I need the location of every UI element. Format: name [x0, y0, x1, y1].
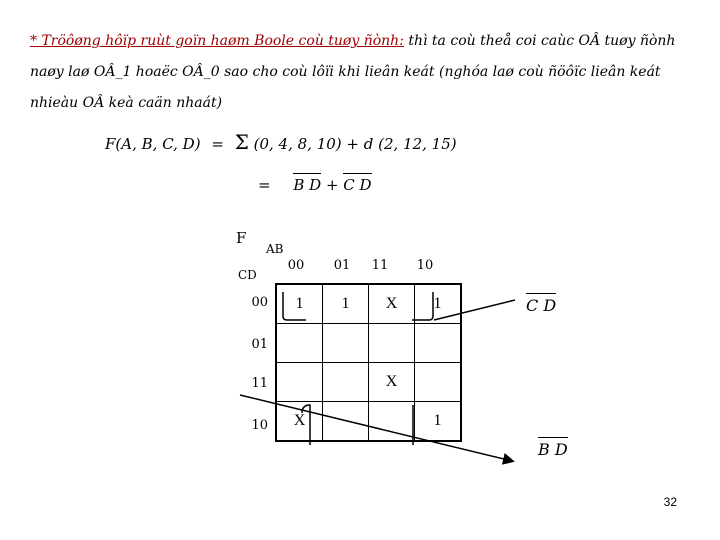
col-header-11: 11 — [371, 258, 389, 273]
annotation-bd — [538, 440, 568, 459]
annotation-bd-text: B D — [538, 440, 568, 459]
kmap-f-label: F — [236, 229, 247, 247]
col-header-00: 00 — [287, 258, 305, 273]
heading-text: * Tröôøng hôïp ruùt goïn haøm Boole coù tuøy ñònh: — [30, 33, 404, 49]
term-cd: C D — [343, 176, 372, 194]
sigma-symbol: Σ — [234, 130, 249, 154]
row-header-00: 00 — [251, 295, 268, 310]
col-header-01: 01 — [333, 258, 351, 273]
page-number: 32 — [663, 495, 677, 509]
col-header-10: 10 — [416, 258, 434, 273]
arrow-to-bd — [240, 395, 512, 461]
row-header-11: 11 — [251, 376, 268, 391]
function-rhs: (0, 4, 8, 10) + d (2, 12, 15) — [253, 135, 457, 153]
row-header-01: 01 — [251, 337, 268, 352]
kmap-cell: X — [369, 284, 415, 324]
paragraph-line-3: nhieàu OÂ keà caän nhaát) — [30, 95, 223, 111]
paragraph-line-1: thì ta coù theå coi caùc OÂ tuøy ñònh — [403, 33, 676, 49]
kmap-cell: 1 — [415, 402, 462, 442]
function-lhs: F(A, B, C, D) — [105, 135, 201, 153]
term-bd: B D — [293, 176, 322, 194]
group-loop-top-right — [412, 292, 433, 320]
annotation-cd — [526, 296, 556, 315]
kmap-cd-label: CD — [238, 268, 257, 282]
kmap-cell: 1 — [415, 284, 462, 324]
paragraph-line-2: naøy laø OÂ_1 hoaëc OÂ_0 sao cho coù lôïi khi lieân keát (nghóa laø coù ñöôïc lieân keát — [30, 64, 661, 80]
arrow-to-cd — [434, 300, 515, 320]
equals-sign-2: = — [258, 176, 271, 194]
plus-sign: + — [321, 176, 344, 194]
kmap-ab-label: AB — [266, 242, 284, 256]
row-header-10: 10 — [251, 418, 268, 433]
kmap-cell: X — [276, 402, 323, 442]
annotation-cd-text: C D — [526, 296, 557, 315]
group-loop-top-left — [283, 292, 306, 320]
kmap-cell: X — [369, 363, 415, 402]
kmap-cell: 1 — [276, 284, 323, 324]
kmap-cell: 1 — [323, 284, 369, 324]
equals-sign: = — [211, 135, 224, 153]
